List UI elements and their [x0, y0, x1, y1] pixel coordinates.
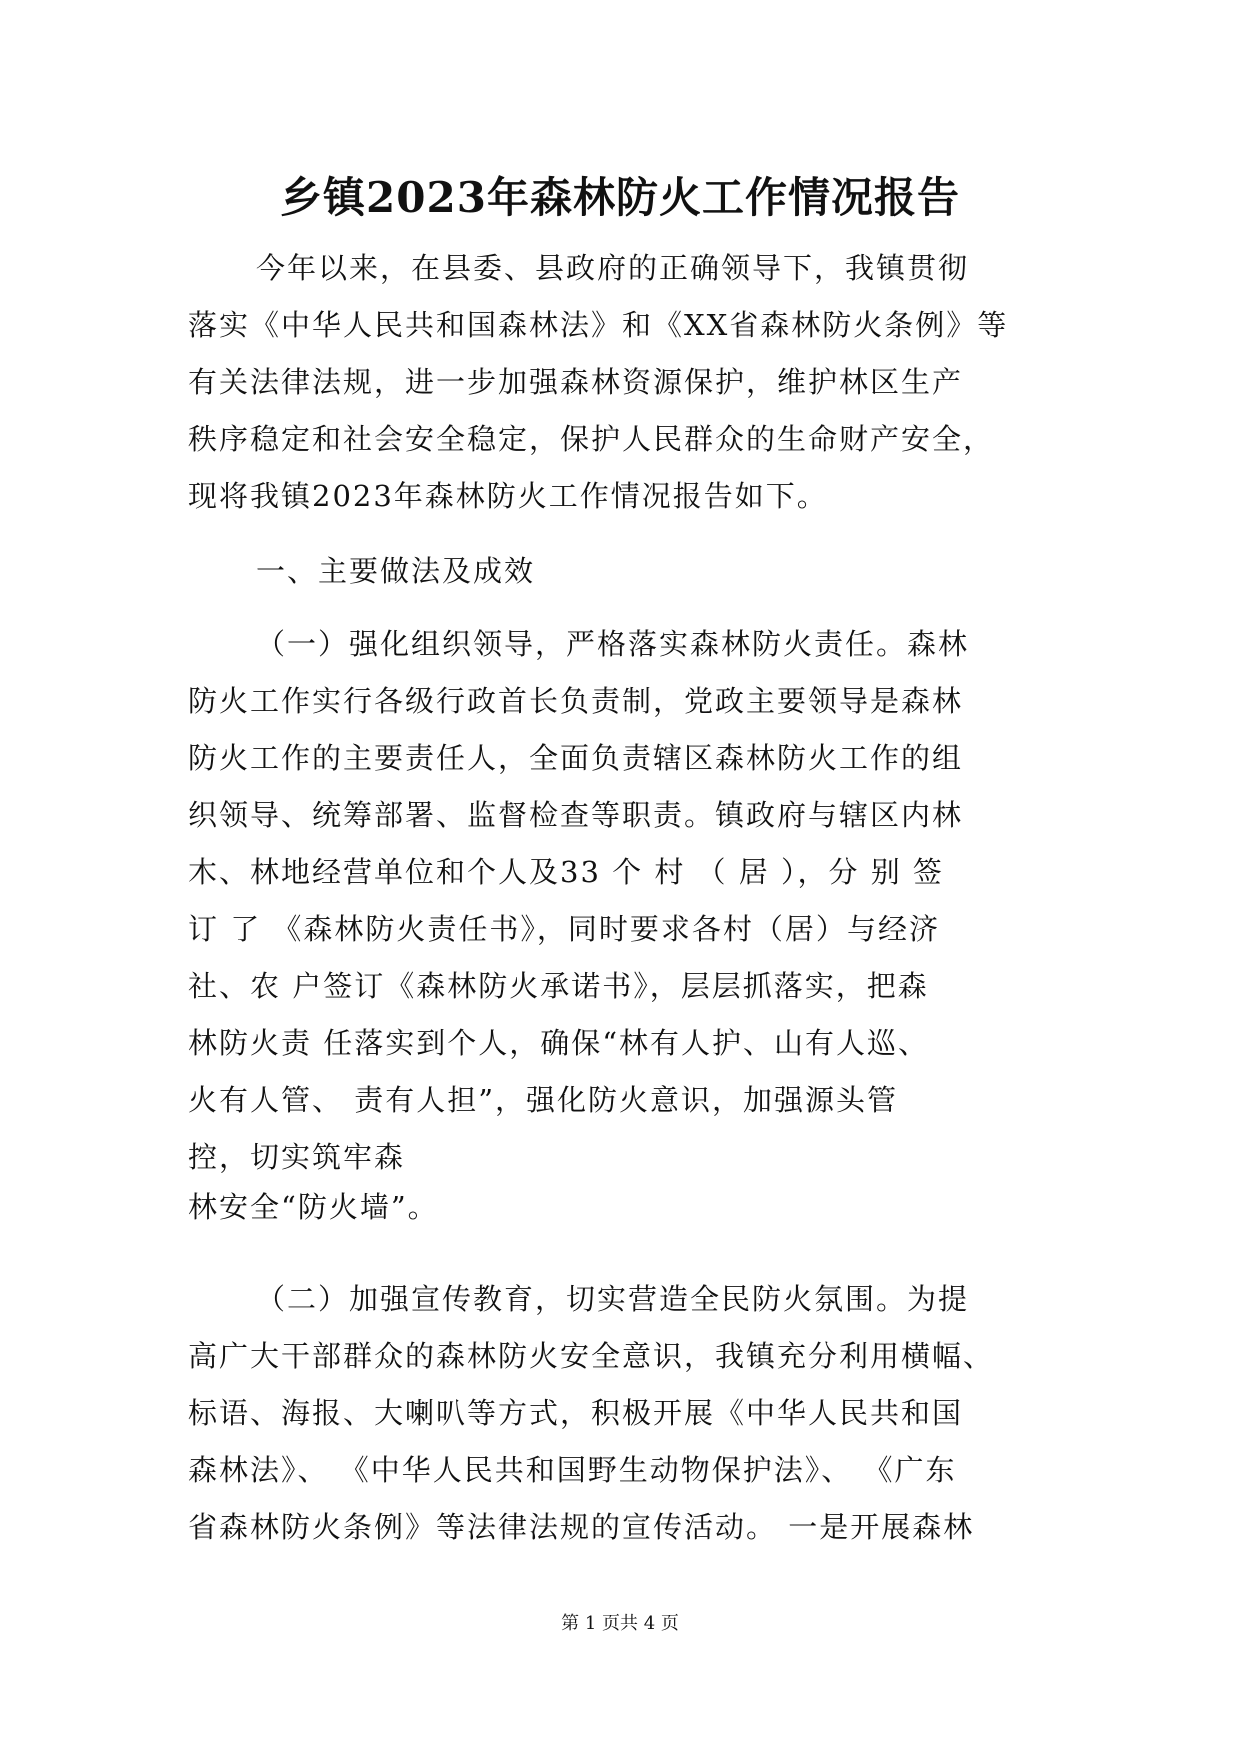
paragraph-line: 落实《中华人民共和国森林法》和《XX省森林防火条例》等 — [188, 308, 1009, 342]
paragraph-line: 秩序稳定和社会安全稳定，保护人民群众的生命财产安全， — [188, 422, 995, 456]
paragraph-line: 省森林防火条例》等法律法规的宣传活动。 一是开展森林 — [188, 1510, 975, 1544]
paragraph-line: （二）加强宣传教育，切实营造全民防火氛围。为提 — [256, 1282, 970, 1316]
paragraph-line: 林安全“防火墙”。 — [188, 1190, 439, 1224]
paragraph-line: 现将我镇2023年森林防火工作情况报告如下。 — [188, 479, 828, 513]
paragraph-line: 控，切实筑牢森 — [188, 1140, 406, 1174]
paragraph-line: （一）强化组织领导，严格落实森林防火责任。森林 — [256, 627, 970, 661]
section-heading: 一、主要做法及成效 — [256, 554, 536, 588]
paragraph-line: 防火工作的主要责任人，全面负责辖区森林防火工作的组 — [188, 741, 964, 775]
paragraph-line: 高广大干部群众的森林防火安全意识，我镇充分利用横幅、 — [188, 1339, 995, 1373]
paragraph-line: 火有人管、 责有人担”，强化防火意识，加强源头管 — [188, 1083, 899, 1117]
paragraph-line: 今年以来，在县委、县政府的正确领导下，我镇贯彻 — [256, 251, 970, 285]
page-number-footer: 第 1 页共 4 页 — [561, 1613, 679, 1634]
paragraph-line: 社、农 户签订《森林防火承诺书》，层层抓落实，把森 — [188, 969, 929, 1003]
paragraph-line: 织领导、统筹部署、监督检查等职责。镇政府与辖区内林 — [188, 798, 964, 832]
paragraph-line: 防火工作实行各级行政首长负责制，党政主要领导是森林 — [188, 684, 964, 718]
paragraph-line: 木、林地经营单位和个人及33 个 村 （ 居 ），分 别 签 — [188, 855, 944, 889]
paragraph-line: 标语、海报、大喇叭等方式，积极开展《中华人民共和国 — [188, 1396, 964, 1430]
paragraph-line: 有关法律法规，进一步加强森林资源保护，维护林区生产 — [188, 365, 964, 399]
paragraph-line: 订 了 《森林防火责任书》，同时要求各村（居）与经济 — [188, 912, 940, 946]
paragraph-line: 森林法》、 《中华人民共和国野生动物保护法》、 《广东 — [188, 1453, 957, 1487]
paragraph-line: 林防火责 任落实到个人，确保“林有人护、山有人巡、 — [188, 1026, 930, 1060]
document-title: 乡镇2023年森林防火工作情况报告 — [280, 173, 960, 222]
